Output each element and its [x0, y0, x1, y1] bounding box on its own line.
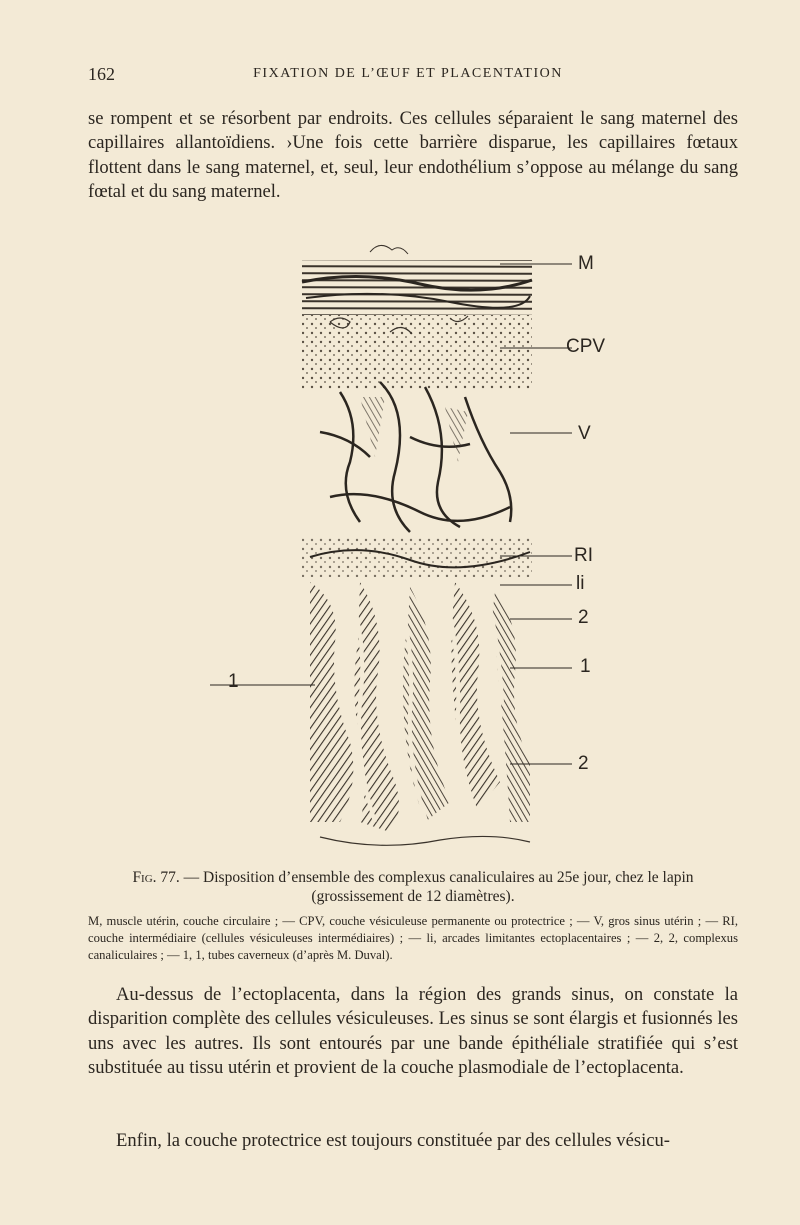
- label-1-right: 1: [580, 656, 591, 677]
- figure-legend: M, muscle utérin, couche circulaire ; — CPV, couche vésiculeuse permanente ou protectrice ; — V, gros sinus utérin ; — RI, couche intermédiaire (cellules vésiculeuses intermédiaires) ; — li, arcades limitantes ectoplacentaires ; — 2, 2, complexus canaliculaires ; — 1, 1, tubes caverneux (d’après M. Duval).: [88, 914, 738, 962]
- label-ri: RI: [574, 545, 593, 566]
- page-header: [88, 64, 728, 84]
- label-2-lower: 2: [578, 753, 589, 774]
- figure-number: Fig. 77.: [132, 869, 180, 886]
- paragraph-1: se rompent et se résorbent par endroits. Ces cellules séparaient le sang maternel des capillaires allantoïdiens. ›Une fois cette barrière disparue, les capillaires fœtaux flottent dans le sang maternel, et, seul, leur endothélium s’oppose au mélange du sang fœtal et du sang maternel.: [88, 108, 738, 202]
- histology-figure: [210, 222, 630, 862]
- label-cpv: CPV: [566, 336, 606, 357]
- uterine-sinuses: [320, 382, 511, 532]
- running-title: FIXATION DE L’ŒUF ET PLACENTATION: [253, 66, 563, 81]
- paragraph-2: Au-dessus de l’ectoplacenta, dans la région des grands sinus, on constate la disparition complète des cellules vésiculeuses. Les sinus se sont élargis et fusionnés les uns avec les autres. Ils sont entourés par une bande épithéliale stratifiée qui s’est substituée au tissu utérin et provient de la couche plasmodiale de l’ectoplacenta.: [88, 984, 738, 1078]
- tissue-illustration: [210, 222, 630, 862]
- figure-caption: [88, 868, 738, 906]
- label-m: M: [578, 253, 594, 274]
- intermediate-layer: [302, 537, 532, 577]
- page-number: 162: [88, 64, 115, 84]
- label-li: li: [576, 573, 585, 594]
- label-1-left: 1: [228, 671, 239, 692]
- paragraph-3: Enfin, la couche protectrice est toujours constituée par des cellules vésicu-: [116, 1130, 670, 1151]
- caption-text: — Disposition d’ensemble des complexus canaliculaires au 25e jour, chez le lapin (grossissement de 12 diamètres).: [179, 869, 694, 905]
- label-2-upper: 2: [578, 607, 589, 628]
- label-v: V: [578, 423, 591, 444]
